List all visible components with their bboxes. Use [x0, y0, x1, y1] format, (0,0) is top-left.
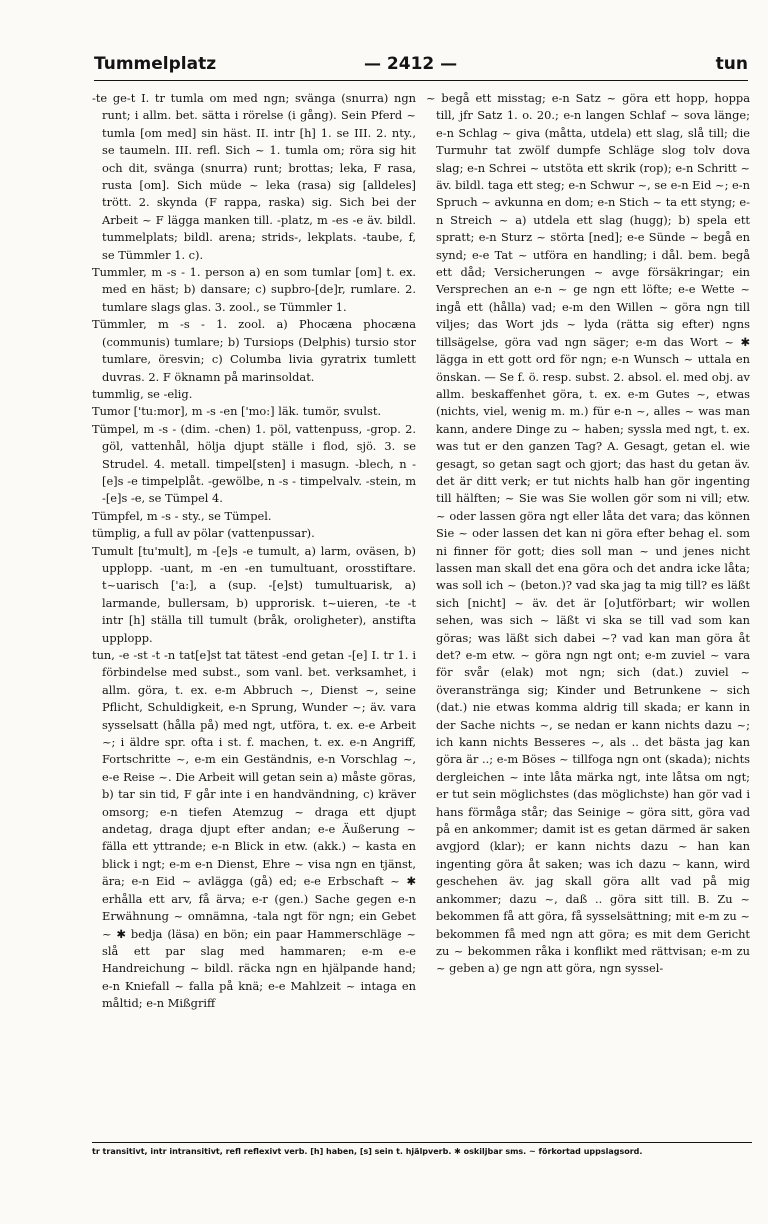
- entry-tuempel: Tümpel, m -s - (dim. -chen) 1. pöl, vattenpuss, -grop. 2. göl, vattenhål, hölja djupt ställe i flod, sjö. 3. se Strudel. 4. metall. timpel[sten] i masugn. -blech, n -[e]s -e timpelplåt. -gewölbe, n -s - timpelvalv. -stein, m -[e]s -e, se Tümpel 4.: [92, 421, 416, 506]
- entry-tun-continued: ~ begå ett misstag; e-n Satz ~ göra ett hopp, hoppa till, jfr Satz 1. o. 20.; e-n langen Schlaf ~ sova länge; e-n Schlag ~ giva (måtta, utdela) ett slag, slå till; die Turmuhr tat zwölf dumpfe Schläge slog tolv dova slag; e-n Schrei ~ utstöta ett skrik (rop); e-n Schritt ~ äv. bildl. taga ett steg; e-n Schwur ~, se e-n Eid ~; e-n Spruch ~ avkunna en dom; e-n Stich ~ ta ett styng; e-n Streich ~ a) utdela ett slag (hugg); b) spela ett spratt; e-n Sturz ~ störta [ned]; e-e Sünde ~ begå en synd; e-e Tat ~ utföra en handling; i dål. bem. begå ett dåd; Versicherungen ~ avge försäkringar; ein Versprechen an e-n ~ ge ngn ett löfte; e-e Wette ~ ingå ett (hålla) vad; e-m den Willen ~ göra ngn till viljes; das Wort jds ~ lyda (rätta sig efter) ngns tillsägelse, göra vad ngn säger; e-m das Wort ~ ✱ lägga in ett gott ord för ngn; e-n Wunsch ~ uttala en önskan. — Se f. ö. resp. subst. 2. absol. el. med obj. av allm. beskaffenhet göra, t. ex. e-m Gutes ~, etwas (nichts, viel, wenig m. m.) für e-n ~, alles ~ was man kann, andere Dinge zu ~ haben; syssla med ngt, t. ex. was tut er den ganzen Tag? A. Gesagt, getan el. wie gesagt, so getan sagt och gjort; das hast du getan äv. det är ditt verk; er tut nichts halb han gör ingenting till hälften; ~ Sie was Sie wollen gör som ni vill; etw. ~ oder lassen göra ngt eller låta det vara; das können Sie ~ oder lassen det kan ni göra efter behag el. som ni finner för gott; dies soll man ~ und jenes nicht lassen man skall det ena göra och det andra icke låta; was soll ich ~ (beton.)? vad ska jag ta mig till? es läßt sich [nicht] ~ äv. det är [o]utförbart; wir wollen sehen, was sich ~ läßt vi ska se till vad som kan göras; was läßt sich dabei ~? vad kan man göra åt det? e-m etw. ~ göra ngn ngt ont; e-m zuviel ~ vara för svår (elak) mot ngn; sich (dat.) zuviel ~ överanstränga sig; Kinder und Betrunkene ~ sich (dat.) nie etwas komma aldrig till skada; er kann in der Sache nichts ~, se nedan er kann nichts dazu ~; ich kann nichts Besseres ~, als .. det bästa jag kan göra är ..; e-m Böses ~ tillfoga ngn ont (skada); nichts dergleichen ~ inte låta märka ngt, inte låtsa om ngt; er tut sein möglichstes (das möglichste) han gör vad i hans förmåga står; das Seinige ~ göra sitt, göra vad på en ankommer; damit ist es getan därmed är saken avgjord (klar); er kann nichts dazu ~ han kan ingenting göra åt saken; was ich dazu ~ kann, wird geschehen äv. jag skall göra allt vad på mig ankommer; dazu ~, daß .. göra sitt till. B. Zu ~ bekommen få att göra, få sysselsättning; mit e-m zu ~ bekommen få med ngn att göra; es mit dem Gericht zu ~ bekommen råka i konflikt med rättvisan; e-m zu ~ geben a) ge ngn att göra, ngn syssel-: [426, 91, 750, 976]
- abbreviation-footer: tr transitivt, intr intransitivt, refl reflexivt verb. [h] haben, [s] sein t. hjälpverb. ✱ oskiljbar sms. ~ förkortad uppslagsord.: [92, 1142, 752, 1163]
- right-column: [426, 90, 750, 1130]
- entry-tumult: Tumult [tu'mult], m -[e]s -e tumult, a) larm, oväsen, b) upplopp. -uant, m -en -en tumultuant, orosstiftare. t~uarisch ['a:], a (sup. -[e]st) tumultuarisk, a) larmande, bullersam, b) upprorisk. t~uieren, -te -t intr [h] ställa till tumult (bråk, oroligheter), anstifta upplopp.: [92, 543, 416, 645]
- entry-tuempfel: Tümpfel, m -s - sty., se Tümpel.: [92, 508, 272, 523]
- entry-tummeln: -te ge-t I. tr tumla om med ngn; svänga (snurra) ngn runt; i allm. bet. sätta i rörelse (i gång). Sein Pferd ~ tumla [om med] sin häst. II. intr [h] 1. se III. 2. nty., se taumeln. III. refl. Sich ~ 1. tumla om; röra sig hit och dit, svänga (snurra) runt; brottas; leka, F rasa, rusta [om]. Sich müde ~ leka (rasa) sig [alldeles] trött. 2. skynda (F rappa, raska) sig. Sich bei der Arbeit ~ F lägga manken till. -platz, m -es -e äv. bildl. tummelplats; bildl. arena; strids-, lekplats. -taube, f, se Tümmler 1. c).: [92, 91, 416, 262]
- entry-tummlig: tummlig, se -elig.: [92, 386, 193, 401]
- left-column: [92, 90, 416, 1130]
- entry-tumor: Tumor ['tu:mor], m -s -en ['mo:] läk. tumör, svulst.: [92, 404, 382, 419]
- entry-tuemplig: tümplig, a full av pölar (vattenpussar).: [92, 526, 315, 541]
- entry-tuemmler: Tümmler, m -s - 1. zool. a) Phocæna phocæna (communis) tumlare; b) Tursiops (Delphis) tursio stor tumlare, öresvin; c) Columba livia gyratrix tumlett duvras. 2. F öknamn på marinsoldat.: [92, 317, 416, 384]
- header-headword-left: Tummelplatz: [94, 54, 217, 74]
- header-headword-right: tun: [715, 54, 748, 74]
- header-page-number: — 2412 —: [364, 54, 458, 74]
- entry-tummler: Tummler, m -s - 1. person a) en som tumlar [om] t. ex. med en häst; b) dansare; c) supbro-[de]r, rumlare. 2. tumlare slags glas. 3. zool., se Tümmler 1.: [92, 265, 416, 314]
- page-header: [94, 50, 748, 81]
- entry-tun: tun, -e -st -t -n tat[e]st tat tätest -end getan -[e] I. tr 1. i förbindelse med subst., som vanl. bet. verksamhet, i allm. göra, t. ex. e-m Abbruch ~, Dienst ~, seine Pflicht, Schuldigkeit, e-n Sprung, Wunder ~; äv. vara sysselsatt (hålla på) med ngt, utföra, t. ex. e-e Arbeit ~; i äldre spr. ofta i st. f. machen, t. ex. e-n Angriff, Fortschritte ~, e-m ein Geständnis, e-n Vorschlag ~, e-e Reise ~. Die Arbeit will getan sein a) måste göras, b) tar sin tid, F går inte i en handvändning, c) kräver omsorg; e-n tiefen Atemzug ~ draga ett djupt andetag, draga djupt efter andan; e-e Äußerung ~ fälla ett yttrande; e-n Blick in etw. (akk.) ~ kasta en blick i ngt; e-m e-n Dienst, Ehre ~ visa ngn en tjänst, ära; e-n Eid ~ avlägga (gå) ed; e-e Erbschaft ~ ✱ erhålla ett arv, få ärva; e-r (gen.) Sache gegen e-n Erwähnung ~ omnämna, -tala ngt för ngn; ein Gebet ~ ✱ bedja (läsa) en bön; ein paar Hammerschläge ~ slå ett par slag med hammaren; e-m e-e Handreichung ~ bildl. räcka ngn en hjälpande hand; e-n Kniefall ~ falla på knä; e-e Mahlzeit ~ intaga en måltid; e-n Mißgriff: [92, 648, 416, 1011]
